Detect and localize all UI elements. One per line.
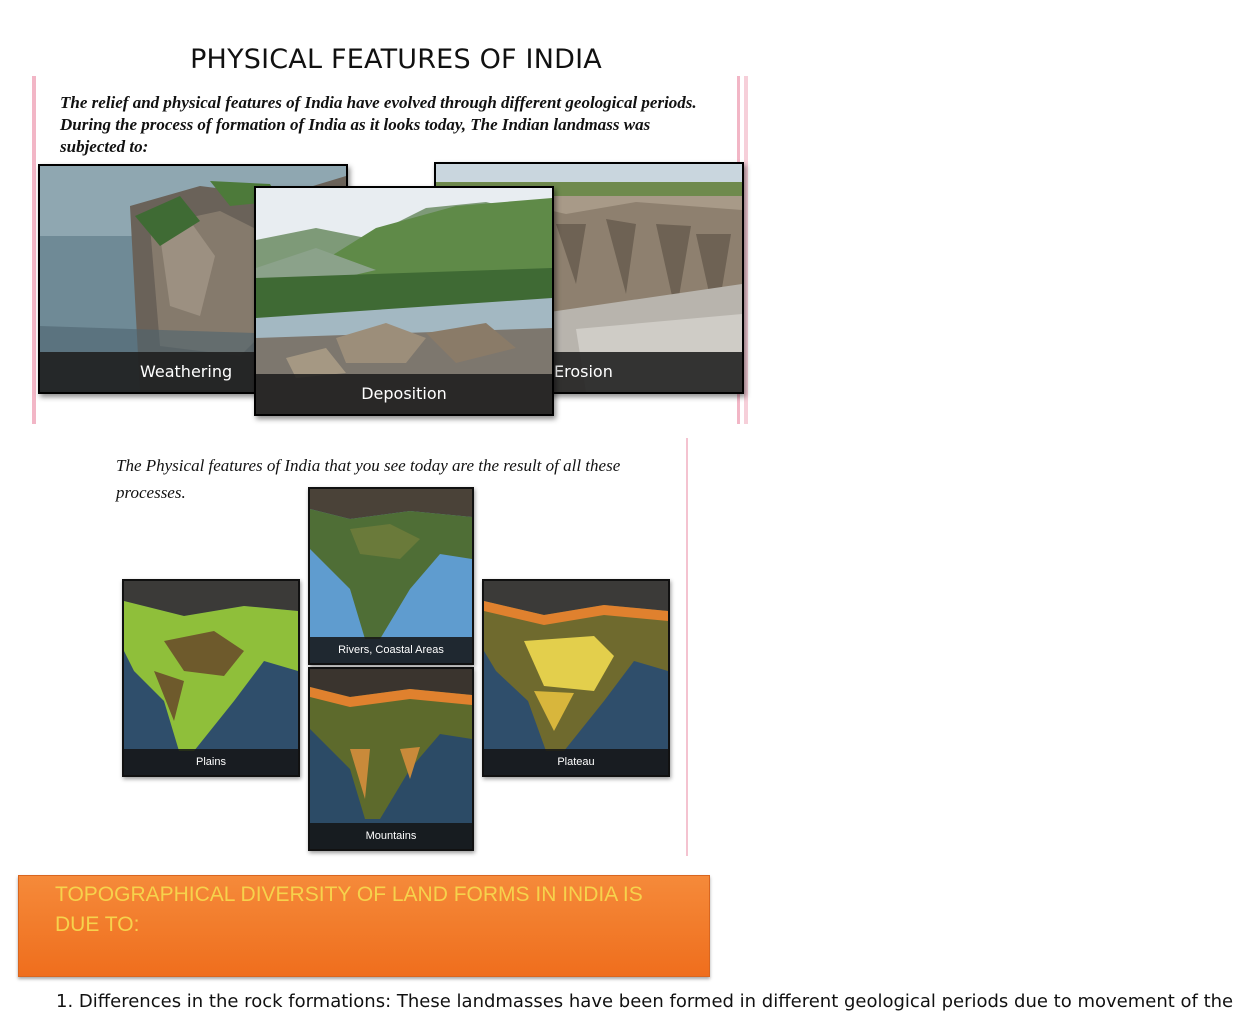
slide-border-left [32, 76, 36, 424]
mountains-map [308, 667, 474, 851]
topography-banner [18, 875, 710, 977]
processes-slide [32, 76, 748, 424]
plateau-map [482, 579, 670, 777]
body-paragraph: 1. Differences in the rock formations: These landmasses have been formed in different geological periods due to movement of the [56, 991, 1233, 1012]
page-title: PHYSICAL FEATURES OF INDIA [190, 44, 602, 75]
deposition-photo [254, 186, 554, 416]
erosion-label: Erosion [436, 352, 742, 392]
result-text: The Physical features of India that you see today are the result of all these processes. [116, 456, 621, 502]
plateau-label: Plateau [484, 749, 668, 775]
features-slide [104, 438, 688, 856]
plains-map [122, 579, 300, 777]
intro-text: The relief and physical features of India have evolved through different geological periods. During the process of formation of India as it looks today, The Indian landmass was subjected to: [60, 93, 697, 156]
rivers-coastal-map [308, 487, 474, 665]
deposition-label: Deposition [256, 374, 552, 414]
plains-label: Plains [124, 749, 298, 775]
slide-border-right-outer [744, 76, 748, 424]
banner-heading: TOPOGRAPHICAL DIVERSITY OF LAND FORMS IN INDIA IS DUE TO: [55, 883, 643, 936]
mountains-label: Mountains [310, 823, 472, 849]
slide-border-right [686, 438, 688, 856]
weathering-label: Weathering [40, 352, 346, 392]
rivers-coastal-label: Rivers, Coastal Areas [310, 637, 472, 663]
